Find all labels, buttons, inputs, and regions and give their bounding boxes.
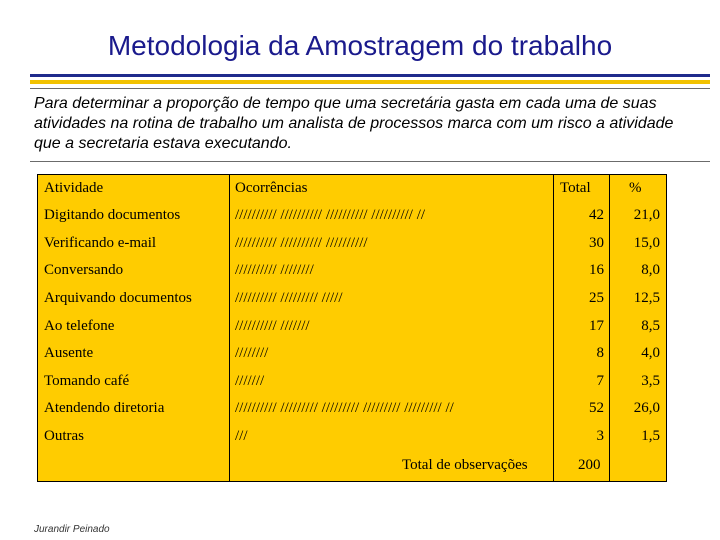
activity-cell: Atendendo diretoria	[44, 400, 165, 416]
total-cell: 30	[589, 235, 604, 251]
tally-cell: ////////// ///////	[235, 318, 310, 334]
observation-table	[37, 174, 667, 482]
table-row	[38, 257, 668, 284]
author-credit: Jurandir Peinado	[34, 524, 110, 535]
activity-cell: Verificando e-mail	[44, 235, 157, 251]
total-cell: 25	[589, 290, 604, 306]
percent-cell: 8,5	[641, 318, 660, 334]
table-footer-row	[38, 452, 668, 479]
total-observations-label: Total de observações	[402, 457, 528, 473]
activity-cell: Arquivando documentos	[44, 290, 192, 306]
percent-cell: 12,5	[633, 290, 660, 306]
table-row	[38, 285, 668, 312]
tally-cell: ////////// ////////// //////////	[235, 235, 368, 251]
percent-cell: 15,0	[633, 235, 660, 251]
total-cell: 17	[589, 318, 604, 334]
header-percent: %	[629, 180, 642, 196]
table-row	[38, 230, 668, 257]
intro-bottom-divider	[30, 161, 710, 162]
percent-cell: 4,0	[641, 345, 660, 361]
tally-cell: ////////// ///////// ///////// ///////// ///////// //	[235, 400, 454, 416]
total-cell: 16	[589, 262, 604, 278]
table-row	[38, 202, 668, 229]
total-cell: 42	[589, 207, 604, 223]
tally-cell: ////////// ///////// /////	[235, 290, 343, 306]
header-activity: Atividade	[44, 180, 104, 196]
percent-cell: 26,0	[633, 400, 660, 416]
tally-cell: ///	[235, 428, 248, 444]
activity-cell: Digitando documentos	[44, 207, 181, 223]
activity-cell: Conversando	[44, 262, 124, 278]
percent-cell: 1,5	[641, 428, 660, 444]
tally-cell: ////////// ////////// ////////// ////////// //	[235, 207, 426, 223]
activity-cell: Ao telefone	[44, 318, 115, 334]
title-underline-gold	[30, 80, 710, 84]
tally-cell: ////////// ////////	[235, 262, 314, 278]
total-cell: 7	[596, 373, 604, 389]
tally-cell: ///////	[235, 373, 265, 389]
percent-cell: 21,0	[633, 207, 660, 223]
header-total: Total	[560, 180, 591, 196]
percent-cell: 3,5	[641, 373, 660, 389]
tally-cell: ////////	[235, 345, 269, 361]
table-row	[38, 368, 668, 395]
title-underline-blue	[30, 74, 710, 77]
table-row	[38, 395, 668, 422]
table-header-row	[38, 175, 668, 202]
activity-cell: Outras	[44, 428, 84, 444]
table-row	[38, 423, 668, 450]
total-cell: 3	[596, 428, 604, 444]
page-title: Metodologia da Amostragem do trabalho	[107, 30, 613, 61]
table-row	[38, 313, 668, 340]
total-cell: 52	[589, 400, 604, 416]
activity-cell: Ausente	[44, 345, 94, 361]
total-cell: 8	[596, 345, 604, 361]
intro-paragraph: Para determinar a proporção de tempo que uma secretária gasta em cada uma de suas atividades na rotina de trabalho um analista de processos marca com um risco a atividade que a secretaria estava executando.	[34, 95, 674, 152]
header-occurrences: Ocorrências	[235, 180, 308, 196]
table-row	[38, 340, 668, 367]
intro-top-divider	[30, 88, 710, 89]
total-observations-value: 200	[578, 457, 601, 473]
percent-cell: 8,0	[641, 262, 660, 278]
activity-cell: Tomando café	[44, 373, 130, 389]
